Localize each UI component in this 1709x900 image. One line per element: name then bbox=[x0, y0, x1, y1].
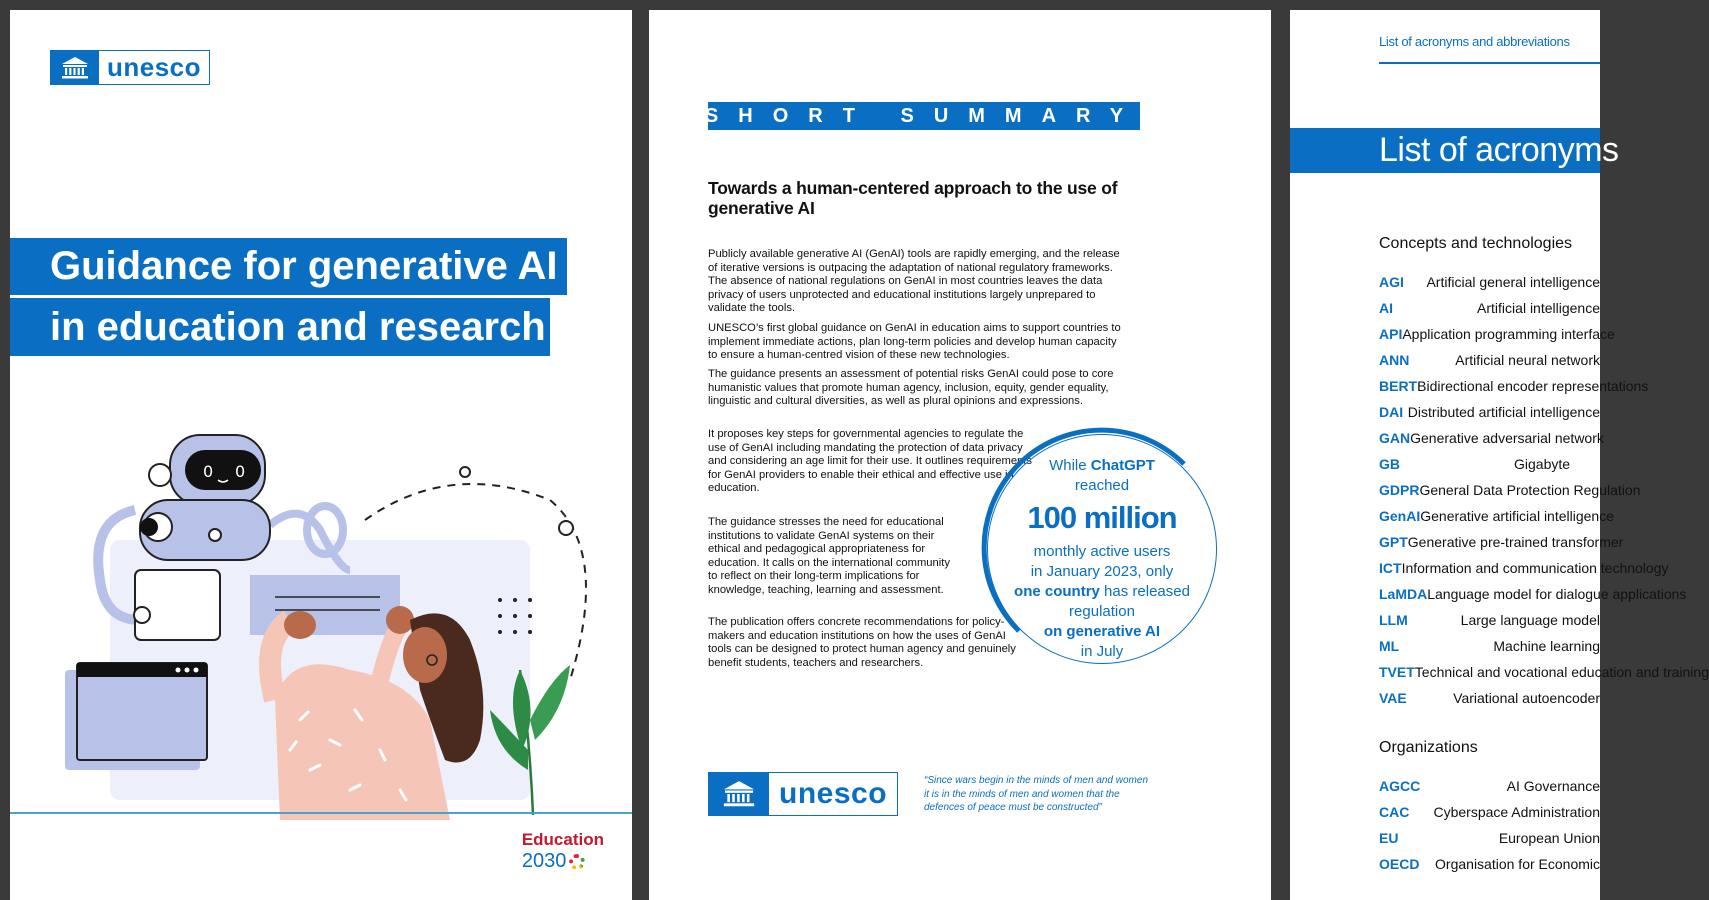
acronym-definition: Machine learning bbox=[1493, 638, 1600, 654]
acronym-row bbox=[1379, 300, 1600, 320]
summary-paragraph: It proposes key steps for governmental agencies to regulate the use of GenAI including mandating the protection of data privacy and considering an age limit for their use. It outlines requirements for GenAI providers to enable their ethical and effective use in education. bbox=[708, 428, 1032, 495]
acronym-abbr: TVET bbox=[1379, 664, 1415, 680]
acronym-definition: Distributed artificial intelligence bbox=[1407, 404, 1600, 420]
callout-line-1: monthly active users bbox=[1033, 543, 1171, 560]
education-2030-logo bbox=[522, 830, 604, 873]
summary-paragraph: The guidance stresses the need for educational institutions to validate GenAI systems on their ethical and pedagogical appropriateness for education. It calls on the international community to reflect on their long-term implications for knowledge, teaching, learning and assessment. bbox=[708, 516, 950, 596]
callout-regulation: regulation bbox=[1069, 603, 1135, 620]
section-heading-organizations: Organizations bbox=[1379, 739, 1478, 756]
acronym-row bbox=[1379, 804, 1600, 824]
summary-page bbox=[649, 10, 1271, 900]
acronym-definition: Variational autoencoder bbox=[1453, 690, 1600, 706]
acronym-abbr: OECD bbox=[1379, 856, 1420, 872]
section-heading-concepts: Concepts and technologies bbox=[1379, 235, 1573, 252]
acronym-abbr: AI bbox=[1379, 300, 1393, 316]
acronym-abbr: AGI bbox=[1379, 274, 1404, 290]
acronym-definition: Generative adversarial network bbox=[1410, 430, 1604, 446]
summary-paragraph: UNESCO’s first global guidance on GenAI in education aims to support countries to implement immediate actions, plan long-term policies and develop human capacity to ensure a human-centred vision of these new technologies. bbox=[708, 322, 1121, 362]
cover-title-line-2: in education and research bbox=[10, 298, 550, 356]
acronym-definition: Large language model bbox=[1460, 612, 1600, 628]
acronym-abbr: GAN bbox=[1379, 430, 1411, 446]
acronym-definition: Language model for dialogue applications bbox=[1427, 586, 1687, 602]
acronym-row bbox=[1379, 560, 1669, 580]
education-logo-year: 2030 bbox=[521, 850, 567, 872]
acronym-row bbox=[1379, 612, 1600, 632]
acronym-row bbox=[1379, 482, 1641, 502]
unesco-wordmark: unesco bbox=[107, 52, 202, 82]
acronym-definition: Generative artificial intelligence bbox=[1420, 508, 1614, 524]
svg-text:0: 0 bbox=[203, 462, 214, 481]
callout-in-july: in July bbox=[1080, 643, 1124, 660]
unesco-logo bbox=[708, 772, 898, 816]
acronym-abbr: DAI bbox=[1379, 404, 1404, 420]
acronym-abbr: EU bbox=[1379, 830, 1399, 846]
acronym-abbr: ICT bbox=[1379, 560, 1402, 576]
acronym-definition: Gigabyte bbox=[1514, 456, 1571, 472]
callout-one-country: one country bbox=[1014, 583, 1100, 600]
acronym-row bbox=[1379, 856, 1600, 876]
education-logo-word: Education bbox=[521, 830, 604, 849]
callout-line-2: in January 2023, only bbox=[1030, 563, 1174, 580]
acronym-abbr: LaMDA bbox=[1379, 586, 1428, 602]
acronym-abbr: CAC bbox=[1379, 804, 1410, 820]
acronym-abbr: ANN bbox=[1379, 352, 1410, 368]
acronym-abbr: BERT bbox=[1379, 378, 1418, 394]
unesco-wordmark: unesco bbox=[779, 777, 888, 810]
acronym-row bbox=[1379, 778, 1600, 798]
acronym-definition: Artificial intelligence bbox=[1477, 300, 1600, 316]
acronym-row bbox=[1379, 378, 1649, 398]
acronym-abbr: LLM bbox=[1379, 612, 1408, 628]
acronym-abbr: GPT bbox=[1379, 534, 1408, 550]
acronym-abbr: API bbox=[1379, 326, 1403, 342]
acronym-abbr: GDPR bbox=[1379, 482, 1420, 498]
acronym-row bbox=[1379, 456, 1600, 476]
summary-paragraph: The publication offers concrete recommendations for policy-makers and education institutions on how the uses of GenAI tools can be designed to protect human agency and genuinely benefit students, teachers and researchers. bbox=[708, 616, 1016, 669]
acronym-abbr: AGCC bbox=[1379, 778, 1421, 794]
acronym-definition: Artificial neural network bbox=[1455, 352, 1600, 368]
acronyms-title: List of acronyms bbox=[1290, 128, 1600, 173]
acronym-definition: Technical and vocational education and training bbox=[1414, 664, 1709, 680]
callout-reached: reached bbox=[1074, 477, 1130, 494]
summary-paragraph: The guidance presents an assessment of potential risks GenAI could pose to core humanistic values that promote human agency, inclusion, equity, gender equality, linguistic and cultural diversities, as well as plural opinions and expressions. bbox=[708, 368, 1114, 408]
acronym-abbr: GB bbox=[1379, 456, 1400, 472]
acronym-definition: Bidirectional encoder representations bbox=[1417, 378, 1649, 394]
sdg-ring-icon bbox=[569, 854, 585, 870]
acronym-definition: Organisation for Economic bbox=[1435, 856, 1600, 872]
acronym-definition: Artificial general intelligence bbox=[1426, 274, 1600, 290]
acronym-row bbox=[1379, 690, 1600, 710]
acronym-row bbox=[1379, 404, 1600, 424]
running-head: List of acronyms and abbreviations bbox=[1379, 34, 1570, 49]
callout-big-number: 100 million bbox=[1027, 500, 1177, 535]
short-summary-banner: SHORT SUMMARY bbox=[708, 102, 1140, 130]
acronym-definition: Information and communication technology bbox=[1401, 560, 1669, 576]
acronym-row bbox=[1379, 274, 1600, 294]
callout-has-released: has released bbox=[1104, 583, 1190, 600]
acronym-row bbox=[1379, 352, 1600, 372]
running-head-rule bbox=[1379, 62, 1600, 64]
acronym-row bbox=[1379, 534, 1624, 554]
acronym-definition: Generative pre-trained transformer bbox=[1407, 534, 1624, 550]
acronym-abbr: VAE bbox=[1379, 690, 1407, 706]
unesco-temple-icon bbox=[709, 773, 769, 815]
acronym-definition: Application programming interface bbox=[1402, 326, 1615, 342]
summary-paragraph: Publicly available generative AI (GenAI) tools are rapidly emerging, and the release of iterative versions is outpacing the adaptation of national regulatory frameworks. The absence of national regulations on GenAI in most countries leaves the data privacy of users unprotected and educational institutions largely unprepared to validate the tools. bbox=[708, 248, 1120, 315]
acronym-abbr: GenAI bbox=[1379, 508, 1421, 524]
callout-while: While bbox=[1049, 457, 1087, 474]
cover-title-line-1: Guidance for generative AI bbox=[10, 238, 567, 295]
unesco-logo bbox=[50, 50, 210, 85]
callout-on-genai: on generative AI bbox=[1043, 623, 1161, 640]
acronym-row bbox=[1379, 664, 1709, 684]
unesco-quote: “Since wars begin in the minds of men and women it is in the minds of men and women that the defences of peace must be constructed” bbox=[924, 775, 1149, 813]
acronym-row bbox=[1379, 508, 1614, 528]
cover-page bbox=[10, 10, 632, 900]
acronym-row bbox=[1379, 430, 1604, 450]
acronym-abbr: ML bbox=[1379, 638, 1400, 654]
acronym-row bbox=[1379, 830, 1600, 850]
acronym-definition: European Union bbox=[1498, 830, 1600, 846]
chatgpt-callout bbox=[997, 456, 1207, 662]
acronym-definition: Cyberspace Administration bbox=[1433, 804, 1600, 820]
cover-illustration bbox=[50, 420, 610, 820]
acronym-row bbox=[1379, 586, 1687, 606]
summary-heading: Towards a human-centered approach to the use of generative AI bbox=[708, 178, 1118, 218]
acronym-row bbox=[1379, 638, 1600, 658]
acronyms-page bbox=[1290, 10, 1709, 900]
unesco-temple-icon bbox=[51, 51, 99, 84]
cover-divider bbox=[10, 812, 632, 814]
acronym-definition: General Data Protection Regulation bbox=[1419, 482, 1641, 498]
acronym-row bbox=[1379, 326, 1615, 346]
svg-text:0: 0 bbox=[235, 462, 246, 481]
callout-chatgpt: ChatGPT bbox=[1090, 457, 1155, 474]
acronym-definition: AI Governance bbox=[1506, 778, 1600, 794]
